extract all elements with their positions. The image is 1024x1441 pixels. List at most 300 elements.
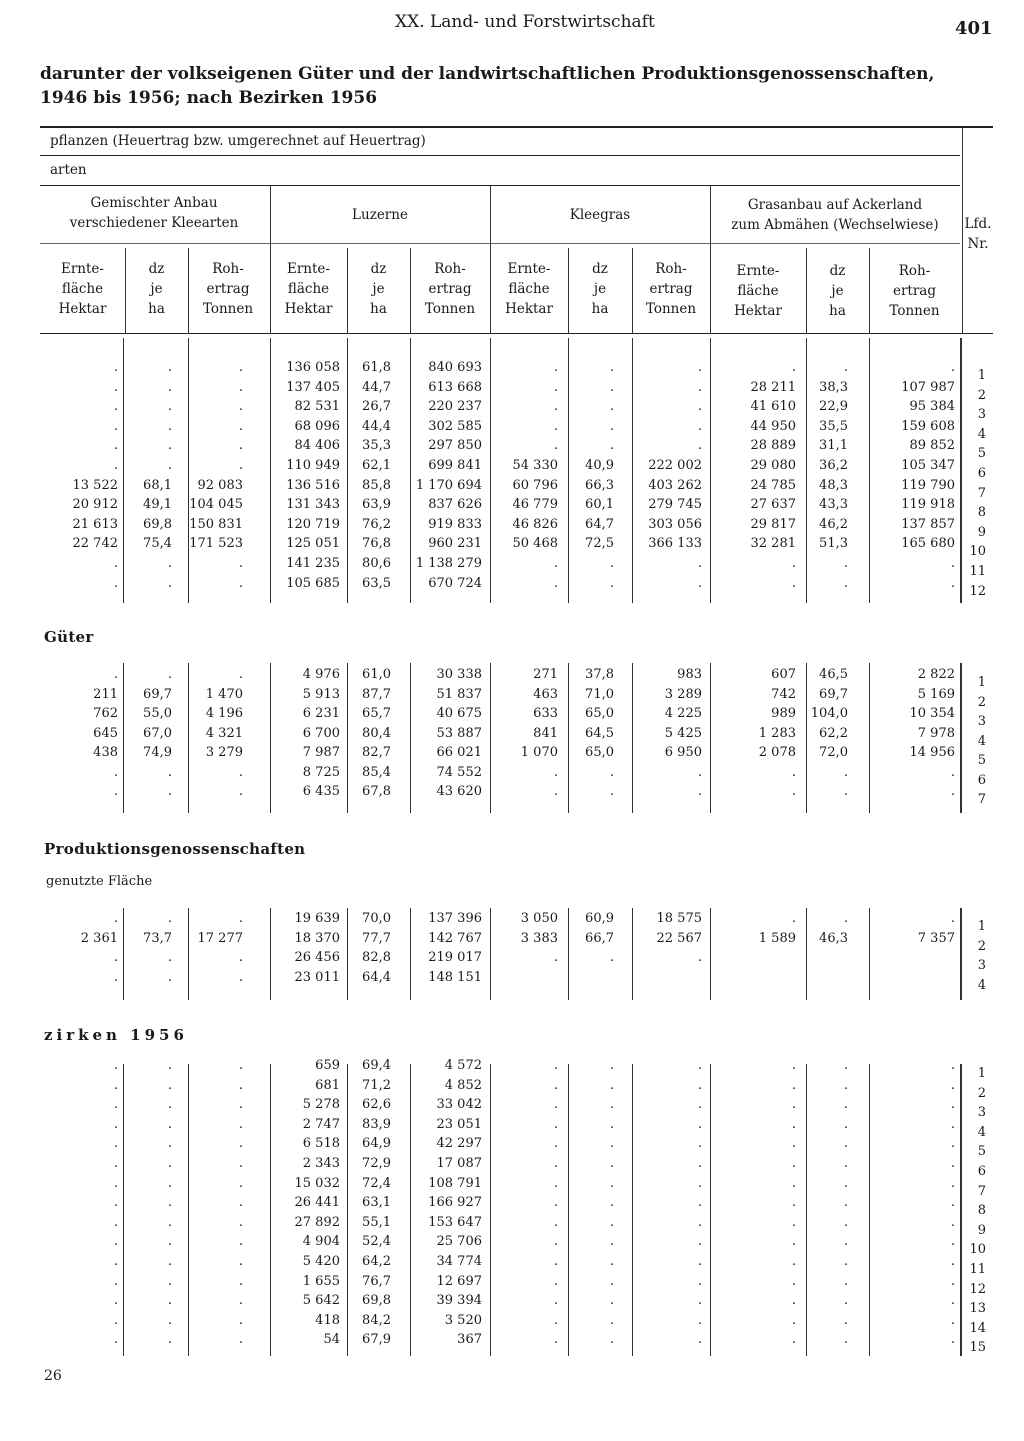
table-cell: 30 338 — [436, 667, 482, 682]
table-cell: 841 — [533, 725, 558, 741]
table-cell: 153 647 — [428, 1214, 482, 1230]
table-cell: . — [843, 911, 848, 926]
table-cell: . — [113, 1254, 118, 1269]
table-cell: . — [609, 1332, 614, 1348]
subheader-g1-c1 — [40, 259, 125, 319]
group1-line2: verschiedener Kleearten — [69, 215, 239, 231]
table-cell: . — [113, 1312, 118, 1328]
table-cell: 43 620 — [436, 784, 482, 799]
table-cell: 105 685 — [286, 575, 340, 591]
table-cell: 4 852 — [444, 1077, 482, 1093]
lfd-nr-header — [962, 214, 994, 254]
table-cell: . — [843, 784, 848, 799]
table-cell: . — [167, 360, 172, 375]
table-cell: 1 138 279 — [415, 556, 482, 571]
table-cell: . — [553, 1293, 558, 1309]
page-title — [40, 62, 934, 110]
table-cell: . — [553, 418, 558, 434]
table-cell: 1 589 — [758, 930, 796, 946]
table-cell: 75,4 — [143, 536, 172, 552]
table-cell: . — [238, 418, 243, 434]
table-cell: 37,8 — [585, 667, 614, 682]
table-cell: . — [950, 1116, 955, 1132]
section-label: Produktionsgenossenschaften — [44, 840, 306, 858]
table-cell: . — [113, 458, 118, 473]
subheader-line: Tonnen — [202, 301, 254, 317]
table-cell: . — [697, 784, 702, 799]
subheader-line: dz — [592, 261, 608, 277]
subheader-line: ertrag — [206, 281, 250, 297]
row-number: 7 — [977, 1183, 986, 1199]
table-cell: . — [113, 1273, 118, 1289]
row-number: 5 — [977, 446, 986, 462]
table-cell: . — [553, 1195, 558, 1211]
table-cell: . — [113, 1214, 118, 1230]
table-cell: 10 354 — [909, 706, 955, 721]
header-bottom-rule — [40, 333, 993, 334]
table-cell: 29 817 — [750, 516, 796, 532]
table-cell: . — [843, 764, 848, 780]
table-cell: . — [791, 1195, 796, 1211]
table-cell: 40 675 — [436, 706, 482, 721]
row-number: 11 — [969, 1262, 986, 1277]
table-cell: . — [167, 1332, 172, 1348]
table-cell: 17 087 — [436, 1156, 482, 1171]
subheader-line: Tonnen — [889, 303, 940, 319]
table-cell: 36,2 — [819, 458, 848, 473]
table-cell: 62,6 — [362, 1097, 391, 1113]
table-cell: 63,5 — [362, 575, 391, 591]
section-label: Güter — [44, 628, 94, 646]
table-cell: . — [238, 1293, 243, 1309]
table-cell: 33 042 — [436, 1097, 482, 1113]
table-cell: . — [697, 360, 702, 375]
table-cell: 69,8 — [362, 1293, 391, 1309]
table-cell: 840 693 — [428, 360, 482, 375]
table-cell: . — [113, 438, 118, 454]
table-cell: 28 889 — [750, 438, 796, 454]
table-cell: . — [113, 399, 118, 415]
table-cell: . — [553, 1116, 558, 1132]
table-cell: . — [238, 784, 243, 799]
table-cell: 5 425 — [664, 725, 702, 741]
row-number: 2 — [977, 387, 986, 403]
row-number: 1 — [977, 675, 986, 690]
table-cell: . — [167, 1058, 172, 1073]
table-cell: 159 608 — [901, 418, 955, 434]
table-cell: 46,3 — [819, 930, 848, 946]
table-cell: . — [113, 950, 118, 966]
table-cell: 67,0 — [143, 725, 172, 741]
table-cell: 989 — [771, 706, 796, 721]
table-cell: . — [950, 784, 955, 799]
table-cell: 148 151 — [428, 969, 482, 985]
table-cell: . — [791, 764, 796, 780]
group4-line2: zum Abmähen (Wechselwiese) — [731, 217, 939, 233]
row-number: 3 — [977, 958, 986, 974]
table-cell: 960 231 — [428, 536, 482, 552]
table-cell: 64,2 — [362, 1254, 391, 1269]
table-cell: . — [238, 1175, 243, 1191]
subheader-line: je — [831, 283, 844, 299]
table-cell: . — [113, 1175, 118, 1191]
table-cell: 3 289 — [664, 686, 702, 702]
table-cell: 54 330 — [512, 458, 558, 473]
table-cell: . — [950, 1097, 955, 1113]
table-cell: . — [609, 1234, 614, 1250]
subheader-line: ha — [370, 301, 387, 317]
table-cell: . — [791, 1136, 796, 1152]
table-cell: . — [167, 399, 172, 415]
table-cell: . — [238, 1156, 243, 1171]
table-cell: . — [238, 950, 243, 966]
table-cell: 7 987 — [302, 745, 340, 760]
table-cell: . — [238, 1136, 243, 1152]
table-cell: 150 831 — [189, 516, 243, 532]
table-cell: . — [950, 1136, 955, 1152]
table-cell: . — [238, 764, 243, 780]
table-cell: . — [843, 1097, 848, 1113]
table-cell: . — [843, 1156, 848, 1171]
table-cell: 46,2 — [819, 516, 848, 532]
subheader-line: Ernte- — [61, 261, 104, 277]
table-cell: 13 522 — [72, 477, 118, 493]
table-cell: 137 396 — [428, 911, 482, 926]
table-cell: 66,7 — [585, 930, 614, 946]
table-cell: . — [697, 1058, 702, 1073]
table-cell: 2 361 — [80, 930, 118, 946]
subheader-line: ha — [829, 303, 846, 319]
table-cell: 44,4 — [362, 418, 391, 434]
table-cell: 25 706 — [436, 1234, 482, 1250]
table-cell: 66 021 — [436, 745, 482, 760]
table-cell: . — [843, 1293, 848, 1309]
table-cell: . — [553, 379, 558, 395]
table-cell: 73,7 — [143, 930, 172, 946]
table-cell: 40,9 — [585, 458, 614, 473]
subheader-line: je — [150, 281, 163, 297]
table-cell: . — [553, 764, 558, 780]
table-cell: 64,5 — [585, 725, 614, 741]
table-cell: 31,1 — [819, 438, 848, 454]
subheader-g2-c1 — [270, 259, 347, 319]
table-cell: . — [553, 1077, 558, 1093]
table-cell: . — [167, 438, 172, 454]
table-cell: 48,3 — [819, 477, 848, 493]
table-cell: 762 — [93, 706, 118, 721]
table-cell: . — [609, 360, 614, 375]
table-cell: . — [238, 667, 243, 682]
table-cell: . — [791, 1214, 796, 1230]
table-cell: . — [697, 418, 702, 434]
table-cell: 110 949 — [286, 458, 340, 473]
row-number: 3 — [977, 1105, 986, 1121]
row-number: 13 — [969, 1301, 986, 1317]
table-cell: . — [950, 1273, 955, 1289]
table-cell: 44 950 — [750, 418, 796, 434]
table-cell: . — [167, 418, 172, 434]
table-cell: . — [950, 1077, 955, 1093]
table-cell: . — [609, 764, 614, 780]
table-cell: 166 927 — [428, 1195, 482, 1211]
table-cell: . — [167, 969, 172, 985]
table-cell: . — [167, 1254, 172, 1269]
table-cell: 2 078 — [758, 745, 796, 760]
row-number: 4 — [977, 733, 986, 749]
table-cell: . — [238, 1273, 243, 1289]
table-cell: 38,3 — [819, 379, 848, 395]
table-cell: . — [167, 575, 172, 591]
row-number: 6 — [977, 466, 986, 481]
header-rule-3 — [40, 243, 960, 244]
table-cell: . — [950, 1234, 955, 1250]
table-cell: . — [791, 360, 796, 375]
table-cell: 136 058 — [286, 360, 340, 375]
table-cell: 65,0 — [585, 706, 614, 721]
row-number: 6 — [977, 1164, 986, 1179]
table-cell: . — [791, 1254, 796, 1269]
table-cell: . — [697, 1097, 702, 1113]
table-cell: . — [238, 1234, 243, 1250]
table-cell: . — [553, 1273, 558, 1289]
table-cell: 302 585 — [428, 418, 482, 434]
table-cell: . — [843, 1058, 848, 1073]
table-cell: 53 887 — [436, 725, 482, 741]
header-row-2: arten — [50, 162, 87, 178]
table-cell: . — [238, 1077, 243, 1093]
table-cell: 5 278 — [302, 1097, 340, 1113]
table-cell: 4 196 — [205, 706, 243, 721]
table-cell: 141 235 — [286, 556, 340, 571]
table-cell: . — [167, 950, 172, 966]
running-title: XX. Land- und Forstwirtschaft — [395, 12, 655, 32]
table-cell: 222 002 — [648, 458, 702, 473]
table-cell: 74 552 — [436, 764, 482, 780]
table-cell: 23 051 — [436, 1116, 482, 1132]
table-cell: 62,2 — [819, 725, 848, 741]
subheader-line: dz — [148, 261, 165, 277]
table-cell: 131 343 — [286, 497, 340, 513]
row-number: 4 — [977, 977, 986, 993]
table-cell: 7 978 — [917, 725, 955, 741]
table-cell: . — [843, 575, 848, 591]
row-number: 11 — [969, 564, 986, 579]
table-cell: . — [113, 1156, 118, 1171]
table-cell: 837 626 — [428, 497, 482, 513]
table-cell: 5 420 — [302, 1254, 340, 1269]
table-cell: 55,0 — [143, 706, 172, 721]
table-cell: . — [791, 1312, 796, 1328]
table-cell: . — [609, 575, 614, 591]
header-rule-2 — [40, 185, 960, 186]
table-cell: 35,5 — [819, 418, 848, 434]
table-cell: . — [167, 1077, 172, 1093]
subheader-line: Hektar — [58, 301, 107, 317]
row-number: 14 — [969, 1320, 986, 1336]
table-cell: . — [553, 399, 558, 415]
table-cell: . — [609, 1058, 614, 1073]
table-cell: 4 225 — [664, 706, 702, 721]
table-cell: . — [167, 1234, 172, 1250]
table-cell: 105 347 — [901, 458, 955, 473]
subheader-line: Roh- — [655, 261, 687, 277]
row-number: 9 — [977, 524, 986, 540]
table-cell: . — [113, 1116, 118, 1132]
table-cell: 438 — [93, 745, 118, 760]
table-cell: . — [791, 1116, 796, 1132]
table-cell: . — [791, 556, 796, 571]
table-cell: . — [113, 784, 118, 799]
table-cell: 54 — [323, 1332, 340, 1348]
table-cell: . — [553, 1175, 558, 1191]
table-cell: . — [609, 1273, 614, 1289]
table-cell: 366 133 — [648, 536, 702, 552]
table-cell: . — [697, 1214, 702, 1230]
table-cell: . — [167, 1293, 172, 1309]
table-cell: . — [843, 1214, 848, 1230]
table-cell: 681 — [315, 1077, 340, 1093]
table-cell: 6 518 — [302, 1136, 340, 1152]
table-cell: . — [697, 379, 702, 395]
table-cell: 51 837 — [436, 686, 482, 702]
table-cell: . — [167, 784, 172, 799]
table-cell: . — [843, 1234, 848, 1250]
subheader-line: Tonnen — [645, 301, 697, 317]
table-cell: 71,2 — [362, 1077, 391, 1093]
group-header-grasanbau — [710, 195, 960, 235]
table-cell: 60,9 — [585, 911, 614, 926]
table-cell: 44,7 — [362, 379, 391, 395]
sheet-number: 26 — [44, 1368, 62, 1384]
table-row — [0, 1332, 1024, 1360]
table-cell: 108 791 — [428, 1175, 482, 1191]
table-cell: . — [113, 379, 118, 395]
subheader-line: je — [372, 281, 385, 297]
table-cell: 77,7 — [362, 930, 391, 946]
table-cell: . — [553, 784, 558, 799]
table-cell: 5 913 — [302, 686, 340, 702]
table-cell: . — [609, 1136, 614, 1152]
row-number: 1 — [977, 368, 986, 383]
table-cell: . — [697, 1332, 702, 1348]
table-cell: . — [167, 1116, 172, 1132]
table-cell: 699 841 — [428, 458, 482, 473]
subheader-line: Ernte- — [287, 261, 330, 277]
group1-line1: Gemischter Anbau — [90, 195, 218, 211]
table-cell: . — [950, 1332, 955, 1348]
table-cell: 6 950 — [664, 745, 702, 760]
table-cell: 22 567 — [656, 930, 702, 946]
table-cell: . — [167, 1214, 172, 1230]
row-number: 2 — [977, 1085, 986, 1101]
subheader-line: ertrag — [649, 281, 693, 297]
table-cell: 4 904 — [302, 1234, 340, 1250]
subheader-line: fläche — [508, 281, 550, 297]
row-number: 12 — [969, 1281, 986, 1297]
table-cell: . — [238, 360, 243, 375]
table-cell: . — [950, 1254, 955, 1269]
table-cell: 26,7 — [362, 399, 391, 415]
table-cell: . — [167, 1312, 172, 1328]
table-cell: 2 747 — [302, 1116, 340, 1132]
table-cell: 68 096 — [294, 418, 340, 434]
table-cell: . — [238, 1254, 243, 1269]
table-cell: . — [238, 1058, 243, 1073]
table-cell: 87,7 — [362, 686, 391, 702]
table-cell: 659 — [315, 1058, 340, 1073]
table-cell: 125 051 — [286, 536, 340, 552]
table-cell: 83,9 — [362, 1116, 391, 1132]
title-line-1: darunter der volkseigenen Güter und der landwirtschaftlichen Produktionsgenossenschaften, — [40, 64, 935, 84]
table-cell: 14 956 — [909, 745, 955, 760]
table-cell: . — [167, 1175, 172, 1191]
row-number: 5 — [977, 753, 986, 768]
subheader-line: ha — [148, 301, 165, 317]
subheader-line: dz — [829, 263, 846, 279]
table-cell: 107 987 — [901, 379, 955, 395]
table-cell: 80,6 — [362, 556, 391, 571]
subheader-g3-c2 — [568, 259, 632, 319]
table-cell: 104,0 — [810, 706, 848, 721]
header-rule-1 — [40, 155, 960, 156]
table-cell: 51,3 — [819, 536, 848, 552]
table-cell: 18 370 — [294, 930, 340, 946]
table-cell: 67,8 — [362, 784, 391, 799]
table-cell: 15 032 — [294, 1175, 340, 1191]
table-cell: 983 — [677, 667, 702, 682]
table-cell: . — [609, 1254, 614, 1269]
table-cell: 137 857 — [901, 516, 955, 532]
table-cell: 39 394 — [436, 1293, 482, 1309]
table-cell: . — [791, 1175, 796, 1191]
row-number: 6 — [977, 772, 986, 788]
table-cell: 60,1 — [585, 497, 614, 513]
table-cell: . — [950, 1156, 955, 1171]
table-cell: 72,0 — [819, 745, 848, 760]
table-cell: 919 833 — [428, 516, 482, 532]
table-cell: . — [238, 911, 243, 926]
table-cell: 46,5 — [819, 667, 848, 682]
table-cell: 72,4 — [362, 1175, 391, 1191]
table-cell: . — [843, 1136, 848, 1152]
table-cell: . — [697, 1116, 702, 1132]
table-cell: 76,7 — [362, 1273, 391, 1289]
table-cell: 29 080 — [750, 458, 796, 473]
table-cell: 69,8 — [143, 516, 172, 532]
table-cell: 1 070 — [520, 745, 558, 760]
table-cell: . — [113, 911, 118, 926]
table-cell: . — [167, 667, 172, 682]
table-cell: 46 779 — [512, 497, 558, 513]
table-cell: . — [697, 1195, 702, 1211]
table-cell: . — [113, 1058, 118, 1073]
subheader-g4-c1 — [710, 261, 806, 321]
table-row — [0, 575, 1024, 604]
table-cell: . — [113, 418, 118, 434]
table-cell: . — [238, 1312, 243, 1328]
subheader-line: Roh- — [434, 261, 466, 277]
table-cell: . — [950, 1058, 955, 1073]
table-cell: 24 785 — [750, 477, 796, 493]
row-number: 5 — [977, 1144, 986, 1160]
table-cell: 76,2 — [362, 516, 391, 532]
table-cell: 82 531 — [294, 399, 340, 415]
row-number: 2 — [977, 938, 986, 954]
table-cell: 22 742 — [72, 536, 118, 552]
table-cell: . — [791, 911, 796, 926]
table-cell: 60 796 — [512, 477, 558, 493]
table-cell: 142 767 — [428, 930, 482, 946]
